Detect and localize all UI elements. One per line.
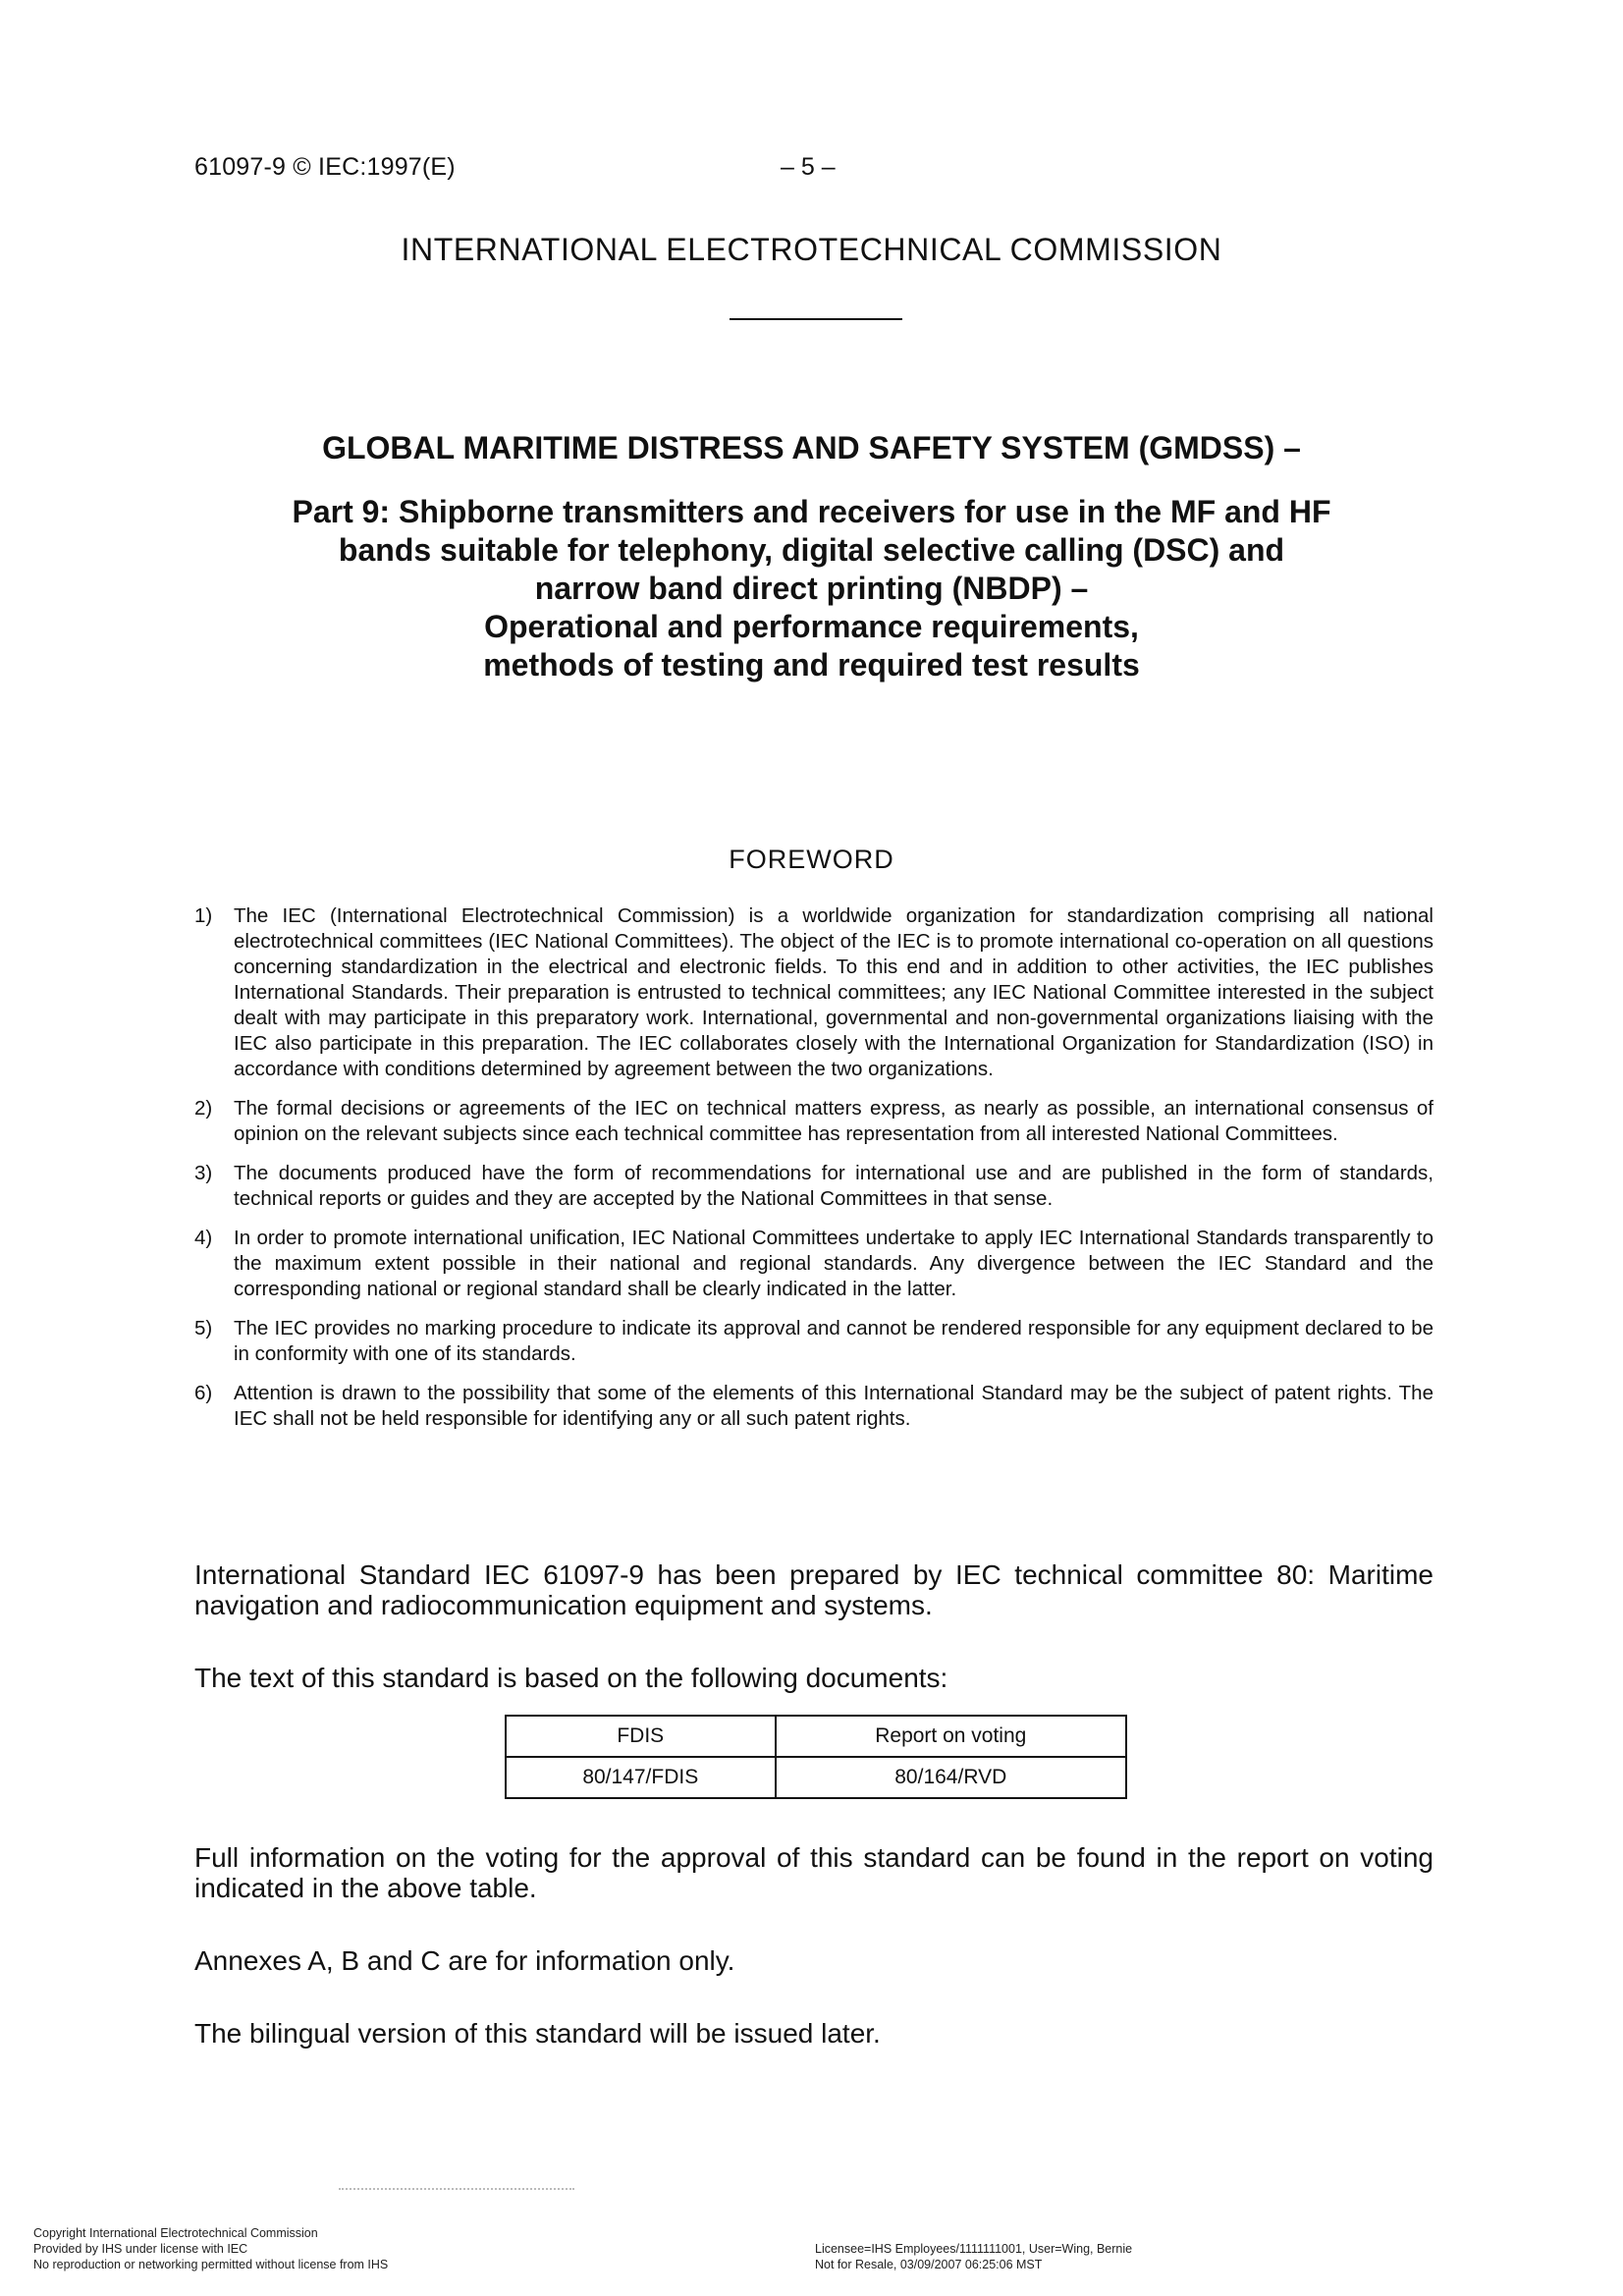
footer-copyright bbox=[33, 2225, 388, 2272]
part-title-line: narrow band direct printing (NBDP) – bbox=[534, 571, 1089, 606]
document-reference: 61097-9 © IEC:1997(E) bbox=[194, 153, 456, 181]
table-header-cell: FDIS bbox=[506, 1716, 776, 1757]
voting-documents-table bbox=[505, 1715, 1127, 1799]
foreword-heading: FOREWORD bbox=[729, 845, 894, 874]
based-on-paragraph: The text of this standard is based on the following documents: bbox=[194, 1663, 948, 1693]
part-title-line: methods of testing and required test results bbox=[483, 647, 1140, 683]
foreword-item-number: 3) bbox=[194, 1162, 213, 1184]
table-row bbox=[506, 1757, 1126, 1798]
table-cell: 80/164/RVD bbox=[776, 1757, 1126, 1798]
page-number: – 5 – bbox=[781, 153, 836, 181]
foreword-item bbox=[194, 1226, 1434, 1302]
footer-license bbox=[815, 2241, 1132, 2272]
annexes-paragraph: Annexes A, B and C are for information only. bbox=[194, 1945, 735, 1976]
foreword-item-text: In order to promote international unification, IEC National Committees undertake to apply IEC International Standards transparently to the maximum extent possible in their national and regional standards. Any divergence between the IEC Standard and the corresponding national or regional standard shall be clearly indicated in the latter. bbox=[234, 1227, 1434, 1300]
foreword-list bbox=[194, 903, 1434, 1446]
part-title-line: Operational and performance requirements, bbox=[484, 609, 1139, 644]
foreword-item-text: The formal decisions or agreements of the IEC on technical matters express, as nearly as possible, an international consensus of opinion on the relevant subjects since each technical committee has representation from all interested National Committees. bbox=[234, 1097, 1434, 1145]
part-title-line: Part 9: Shipborne transmitters and receivers for use in the MF and HF bbox=[292, 494, 1331, 529]
organization-name: INTERNATIONAL ELECTROTECHNICAL COMMISSION bbox=[401, 232, 1222, 267]
footer-line: Copyright International Electrotechnical Commission bbox=[33, 2226, 318, 2240]
foreword-item-number: 2) bbox=[194, 1097, 213, 1120]
scan-artifact-dots bbox=[339, 2188, 574, 2190]
footer-line: Licensee=IHS Employees/1111111001, User=Wing, Bernie bbox=[815, 2242, 1133, 2256]
foreword-item-number: 1) bbox=[194, 904, 213, 927]
table-header-row bbox=[506, 1716, 1126, 1757]
foreword-item-text: The IEC provides no marking procedure to indicate its approval and cannot be rendered responsible for any equipment declared to be in conformity with one of its standards. bbox=[234, 1317, 1434, 1365]
footer-line: Not for Resale, 03/09/2007 06:25:06 MST bbox=[815, 2258, 1043, 2271]
bilingual-paragraph: The bilingual version of this standard will be issued later. bbox=[194, 2018, 881, 2049]
prepared-by-paragraph: International Standard IEC 61097-9 has been prepared by IEC technical committee 80: Maritime navigation and radiocommunication equipment and systems. bbox=[194, 1559, 1434, 1620]
foreword-item-text: Attention is drawn to the possibility that some of the elements of this International Standard may be the subject of patent rights. The IEC shall not be held responsible for identifying any or all such patent rights. bbox=[234, 1382, 1434, 1430]
title-divider bbox=[730, 318, 902, 320]
foreword-item bbox=[194, 1381, 1434, 1432]
table-header-cell: Report on voting bbox=[776, 1716, 1126, 1757]
document-title bbox=[0, 428, 1623, 684]
foreword-item bbox=[194, 903, 1434, 1082]
foreword-item bbox=[194, 1096, 1434, 1147]
foreword-item bbox=[194, 1316, 1434, 1367]
part-title-line: bands suitable for telephony, digital selective calling (DSC) and bbox=[338, 532, 1285, 568]
foreword-item bbox=[194, 1161, 1434, 1212]
voting-info-paragraph: Full information on the voting for the approval of this standard can be found in the report on voting indicated in the above table. bbox=[194, 1842, 1434, 1903]
foreword-item-number: 5) bbox=[194, 1317, 213, 1339]
main-title: GLOBAL MARITIME DISTRESS AND SAFETY SYSTEM (GMDSS) – bbox=[322, 430, 1301, 465]
footer-line: Provided by IHS under license with IEC bbox=[33, 2242, 248, 2256]
foreword-item-text: The documents produced have the form of recommendations for international use and are published in the form of standards, technical reports or guides and they are accepted by the National Committees in that sense. bbox=[234, 1162, 1434, 1210]
footer-line: No reproduction or networking permitted without license from IHS bbox=[33, 2258, 389, 2271]
foreword-item-number: 4) bbox=[194, 1227, 213, 1249]
foreword-item-number: 6) bbox=[194, 1382, 213, 1404]
table-cell: 80/147/FDIS bbox=[506, 1757, 776, 1798]
foreword-item-text: The IEC (International Electrotechnical Commission) is a worldwide organization for standardization comprising all national electrotechnical committees (IEC National Committees). The object of the IEC is to promote international co-operation on all questions concerning standardization in the electrical and electronic fields. To this end and in addition to other activities, the IEC publishes International Standards. Their preparation is entrusted to technical committees; any IEC National Committee interested in the subject dealt with may participate in this preparatory work. International, governmental and non-governmental organizations liaising with the IEC also participate in this preparation. The IEC collaborates closely with the International Organization for Standardization (ISO) in accordance with conditions determined by agreement between the two organizations. bbox=[234, 904, 1434, 1080]
